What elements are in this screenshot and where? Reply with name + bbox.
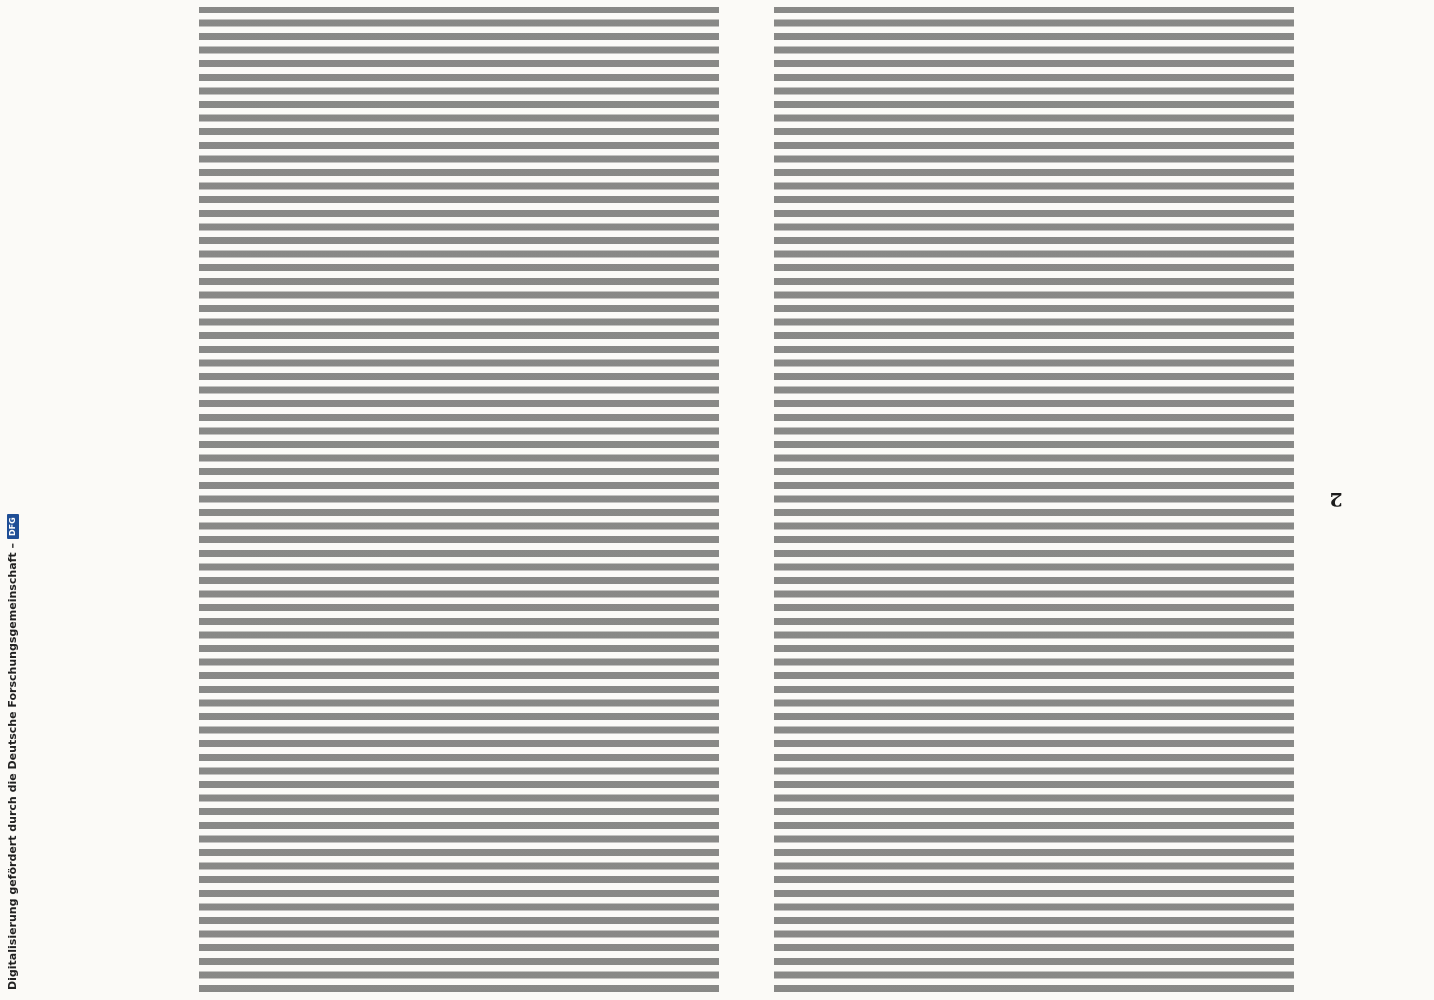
funding-text: Digitalisierung gefördert durch die Deutsche Forschungsgemeinschaft – xyxy=(6,543,19,990)
dfg-logo-icon: DFG xyxy=(7,514,19,539)
funding-notice xyxy=(6,514,19,990)
text-column-left xyxy=(774,7,1294,992)
page-number: 2 xyxy=(1329,488,1343,510)
text-column-right xyxy=(199,7,719,992)
